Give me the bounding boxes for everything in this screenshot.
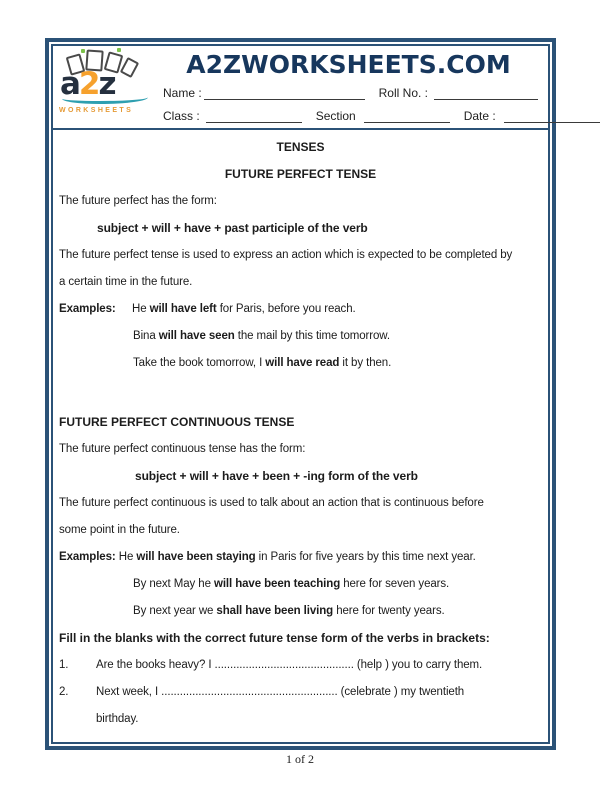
inner-border-frame <box>51 44 550 744</box>
worksheet-body <box>53 130 548 733</box>
outer-border-frame <box>45 38 556 750</box>
section1-usage-line1: The future perfect tense is used to express an action which is expected to be completed by <box>59 249 513 261</box>
section1-example-3: Take the book tomorrow, I will have read it by then. <box>133 357 392 369</box>
question-number: 2. <box>59 686 69 698</box>
section2-intro: The future perfect continuous tense has the form: <box>59 443 306 455</box>
class-label: Class : <box>163 109 200 123</box>
a2z-logo <box>59 48 153 128</box>
section2-usage-line2: some point in the future. <box>59 524 180 536</box>
date-blank-line <box>504 110 600 123</box>
question-text: Next week, I ......................................................... (celebrate ) my twentieth <box>96 686 465 698</box>
section-gap <box>59 377 542 409</box>
class-blank-line <box>206 110 302 123</box>
name-blank-line <box>204 87 365 100</box>
logo-letter-a: a <box>60 66 79 102</box>
question-2-continuation: birthday. <box>96 713 139 725</box>
class-section-date-row <box>153 103 544 126</box>
section2-heading: FUTURE PERFECT CONTINUOUS TENSE <box>59 415 295 429</box>
worksheet-header <box>53 46 548 130</box>
page-subtitle: FUTURE PERFECT TENSE <box>224 167 377 181</box>
section2-example-2: By next May he will have been teaching here for seven years. <box>133 578 450 590</box>
page-number: 1 of 2 <box>286 752 314 766</box>
question-text: Are the books heavy? I ............................................. (help ) you to carry them. <box>96 659 483 671</box>
section1-example-1: Examples: He will have left for Paris, before you reach. <box>59 296 542 323</box>
section1-example-2: Bina will have seen the mail by this time tomorrow. <box>133 330 390 342</box>
question-2 <box>59 679 542 706</box>
examples-label: Examples: <box>59 303 116 315</box>
name-roll-row <box>153 80 544 103</box>
date-label: Date : <box>463 109 496 123</box>
question-number: 1. <box>59 659 69 671</box>
logo-letter-z: z <box>98 66 115 102</box>
section2-formula: subject + will + have + been + -ing form of the verb <box>135 469 418 483</box>
section1-usage-line2: a certain time in the future. <box>59 276 193 288</box>
logo-digit-2: 2 <box>78 66 99 102</box>
roll-no-blank-line <box>434 87 538 100</box>
header-right <box>153 48 544 128</box>
logo-swoosh <box>62 92 148 104</box>
roll-no-label: Roll No. : <box>378 86 428 100</box>
section1-intro: The future perfect has the form: <box>59 195 217 207</box>
logo-leaf-icon <box>81 49 85 53</box>
logo-subtext: WORKSHEETS <box>59 107 134 114</box>
name-label: Name : <box>163 86 202 100</box>
section2-example-1: Examples: He will have been staying in Paris for five years by this time next year. <box>59 551 476 563</box>
section-label: Section <box>315 109 356 123</box>
logo-leaf-icon <box>117 48 121 52</box>
question-1 <box>59 652 542 679</box>
section-blank-line <box>364 110 450 123</box>
page-title: TENSES <box>276 140 325 154</box>
examples-label: Examples: <box>59 551 119 563</box>
logo-paper-icon <box>120 57 139 78</box>
fill-in-blanks-heading: Fill in the blanks with the correct future tense form of the verbs in brackets: <box>59 631 490 645</box>
section2-usage-line1: The future perfect continuous is used to talk about an action that is continuous before <box>59 497 484 509</box>
section2-example-3: By next year we shall have been living here for twenty years. <box>133 605 445 617</box>
site-title: A2ZWORKSHEETS.COM <box>186 50 511 79</box>
section1-formula: subject + will + have + past participle of the verb <box>97 221 368 235</box>
